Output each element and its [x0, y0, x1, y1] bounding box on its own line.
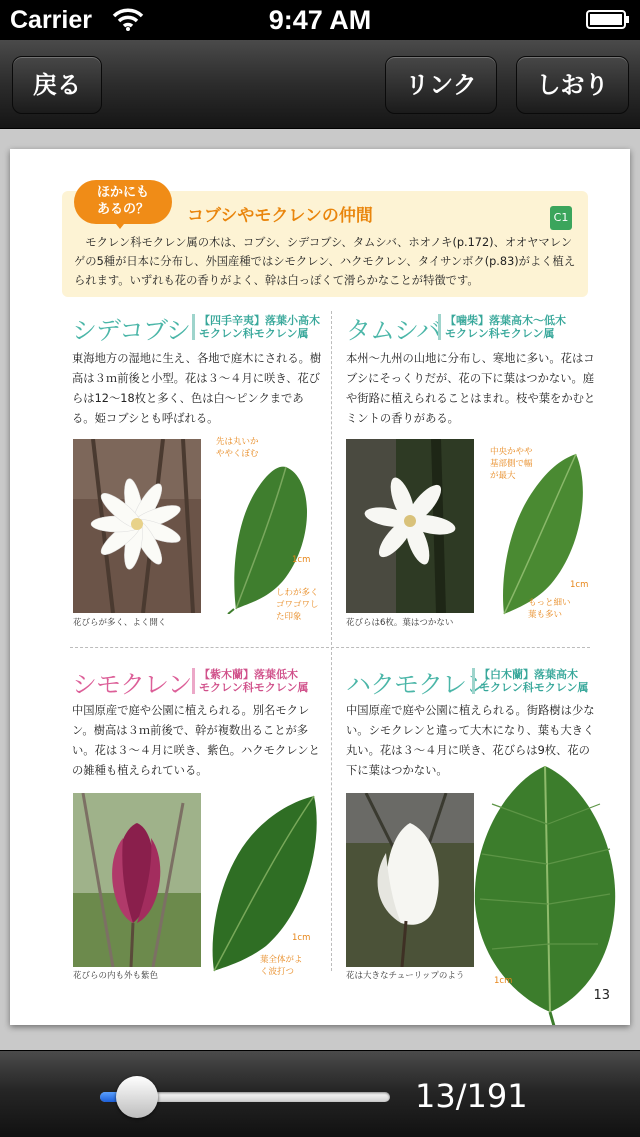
species-name: タムシバ — [346, 316, 441, 345]
species-meta — [438, 314, 566, 340]
column-divider — [331, 311, 332, 971]
status-bar — [0, 0, 640, 40]
leaf-note: 先は丸いか ややくぼむ — [216, 437, 259, 459]
scale-label: 1cm — [570, 580, 589, 590]
navigation-bar — [0, 40, 640, 129]
leaf-illustration — [206, 791, 321, 976]
leaf-note: 葉全体がよ く波打つ — [260, 955, 303, 977]
flower-photo — [73, 793, 201, 967]
page-counter: 13/191 — [415, 1077, 528, 1115]
section-title: コブシやモクレンの仲間 — [187, 206, 373, 226]
species-description: 東海地方の湿地に生え、各地で庭木にされる。樹高は３ｍ前後と小型。花は３〜４月に咲き、花びらは12〜18枚と多く、色は白〜ピンクまである。姫コブシとも呼ばれる。 — [72, 352, 322, 425]
chapter-icon: C1 — [550, 206, 572, 230]
page-viewer[interactable] — [0, 129, 640, 1050]
row-divider — [70, 647, 590, 648]
scale-label: 1cm — [494, 976, 513, 986]
bottom-toolbar — [0, 1050, 640, 1137]
leaf-illustration — [470, 764, 620, 1025]
bookmark-button[interactable]: しおり — [516, 56, 629, 114]
species-description: 中国原産で庭や公園に植えられる。街路樹は少ない。シモクレンと違って大木になり、葉も大きく丸い。花は３〜４月に咲き、花びらは9枚、花の下に葉はつかない。 — [346, 704, 595, 777]
photo-caption: 花は大きなチューリップのよう — [346, 971, 465, 981]
species-meta-line: モクレン科モクレン属 — [199, 327, 309, 340]
species-meta-line: モクレン科モクレン属 — [445, 327, 555, 340]
leaf-note: もっと細い 葉も多い — [528, 598, 571, 620]
page-number: 13 — [593, 988, 610, 1003]
species-name: シデコブシ — [72, 316, 191, 345]
leaf-note: しわが多く ゴワゴワし た印象 — [276, 588, 319, 622]
species-meta-line: 【紫木蘭】落葉低木 — [199, 668, 298, 681]
species-description: 本州〜九州の山地に分布し、寒地に多い。花はコブシにそっくりだが、花の下に葉はつかない。庭や街路に植えられることはまれ。枝や葉をかむとミントの香りがある。 — [346, 352, 596, 425]
flower-photo — [346, 793, 474, 967]
species-meta — [192, 314, 320, 340]
species-meta-line: モクレン科モクレン属 — [479, 681, 589, 694]
scale-label: 1cm — [292, 555, 311, 565]
scale-label: 1cm — [292, 933, 311, 943]
species-meta — [192, 668, 308, 694]
species-description: 中国原産で庭や公園に植えられる。別名モクレン。樹高は３ｍ前後で、幹が複数出ることが多い。花は３〜４月に咲き、紫色。ハクモクレンとの雑種も植えられている。 — [72, 704, 320, 777]
book-page — [10, 149, 630, 1025]
badge-tail — [112, 219, 128, 229]
species-meta — [472, 668, 588, 694]
photo-caption: 花びらが多く、よく開く — [73, 618, 167, 628]
photo-caption: 花びらは6枚。葉はつかない — [346, 618, 454, 628]
species-meta-line: 【白木蘭】落葉高木 — [479, 668, 578, 681]
clock: 9:47 AM — [268, 5, 372, 35]
species-meta-line: 【四手辛夷】落葉小高木 — [199, 314, 320, 327]
species-meta-line: 【噛柴】落葉高木〜低木 — [445, 314, 566, 327]
species-name: ハクモクレン — [346, 670, 490, 699]
back-button[interactable]: 戻る — [12, 56, 102, 114]
flower-photo — [73, 439, 201, 613]
species-meta-line: モクレン科モクレン属 — [199, 681, 309, 694]
battery-icon — [586, 10, 630, 29]
photo-caption: 花びらの内も外も紫色 — [73, 971, 159, 981]
leaf-note: 中央かやや 基部側で幅 が最大 — [490, 447, 533, 481]
carrier-label: Carrier — [10, 6, 92, 34]
info-badge: ほかにも あるの？ — [74, 180, 172, 224]
flower-photo — [346, 439, 474, 613]
intro-text: モクレン科モクレン属の木は、コブシ、シデコブシ、タムシバ、ホオノキ(p.172)、オオヤマレンゲの5種が日本に分布し、外国産種ではシモクレン、ハクモクレン、タイサンボク(p.83)がよく植えられます。いずれも花の香りがよく、幹は白っぽくて滑らかなことが特徴です。 — [74, 236, 576, 287]
page-slider-thumb[interactable] — [116, 1076, 158, 1118]
link-button[interactable]: リンク — [385, 56, 497, 114]
species-name: シモクレン — [72, 670, 192, 699]
